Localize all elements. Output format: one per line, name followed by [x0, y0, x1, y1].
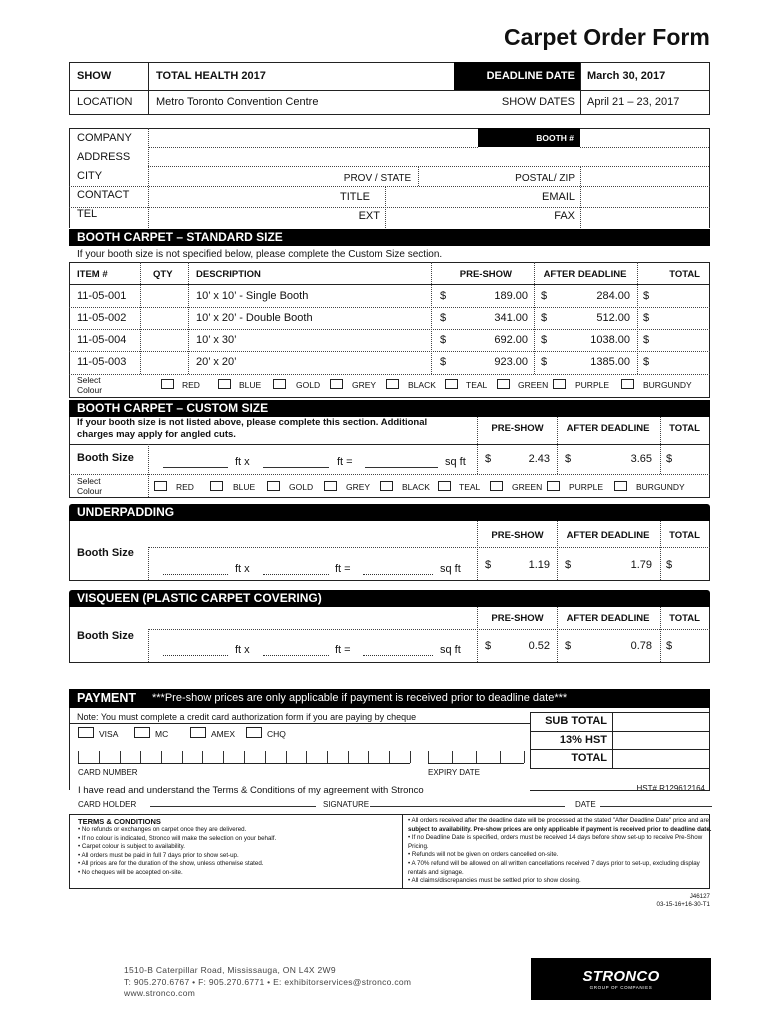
pre-show-price: 341.00 — [494, 312, 528, 324]
page-title: Carpet Order Form — [504, 24, 710, 50]
colour-checkbox-burgundy[interactable] — [621, 379, 634, 389]
colour-checkbox-red[interactable] — [161, 379, 174, 389]
select-label: Select — [77, 476, 101, 486]
currency-symbol: $ — [666, 640, 673, 652]
sqft-label: sq ft — [440, 563, 461, 575]
ft-eq-label: ft = — [335, 644, 351, 656]
underpadding-after-deadline-price: 1.79 — [630, 559, 652, 571]
ft-eq-label: ft = — [335, 563, 351, 575]
subtotal-field[interactable] — [613, 713, 708, 730]
visqueen-total-label: TOTAL — [669, 613, 700, 624]
custom-length-field[interactable] — [263, 467, 329, 468]
standard-note: If your booth size is not specified below, please complete the Custom Size section. — [77, 249, 443, 260]
select-label: Select — [77, 375, 101, 385]
currency-symbol: $ — [666, 559, 673, 571]
colour-option-label: BLUE — [239, 380, 262, 390]
colour-option-label: BLACK — [402, 482, 430, 492]
ft-x-label: ft x — [235, 644, 250, 656]
colour-option-label: BLUE — [233, 482, 256, 492]
currency-symbol: $ — [541, 312, 548, 324]
terms-right-item: • All orders received after the deadline date will be processed at the stated "After Deadline Date" price and are — [408, 817, 709, 824]
colour-checkbox-burgundy[interactable] — [614, 481, 627, 491]
terms-right-item: Pricing. — [408, 842, 429, 850]
pre-show-price: 189.00 — [494, 290, 528, 302]
custom-note-line2: charges may apply for angled cuts. — [77, 429, 236, 440]
footer-address: 1510-B Caterpillar Road, Mississauga, ON L4X 2W9 — [124, 965, 336, 975]
colour-label: Colour — [77, 385, 103, 395]
item-description: 10’ x 10’ - Single Booth — [196, 290, 309, 302]
colour-label: Colour — [77, 486, 103, 496]
qty-field[interactable] — [141, 308, 187, 329]
pre-show-price: 923.00 — [494, 356, 528, 368]
colour-checkbox-blue[interactable] — [218, 379, 231, 389]
agreement-text: I have read and understand the Terms & Conditions of my agreement with Stronco — [78, 785, 424, 796]
location-label: LOCATION — [77, 96, 133, 108]
colour-checkbox-green[interactable] — [490, 481, 503, 491]
payment-heading: PAYMENT — [77, 691, 137, 705]
underpadding-after-deadline-label: AFTER DEADLINE — [566, 530, 650, 541]
ft-eq-label: ft = — [337, 456, 353, 468]
footer-contacts: T: 905.270.6767 • F: 905.270.6771 • E: exhibitorservices@stronco.com — [124, 976, 412, 987]
custom-after-deadline-price: 3.65 — [630, 453, 652, 465]
deadline-label: DEADLINE DATE — [486, 70, 575, 82]
colour-option-label: GREY — [346, 482, 371, 492]
expiry-date-label: EXPIRY DATE — [428, 768, 481, 777]
city-label: CITY — [77, 170, 103, 182]
colour-checkbox-black[interactable] — [386, 379, 399, 389]
colour-option-label: PURPLE — [569, 482, 604, 492]
currency-symbol: $ — [541, 290, 548, 302]
currency-symbol: $ — [440, 312, 447, 324]
colour-checkbox-purple[interactable] — [553, 379, 566, 389]
date-label: DATE — [575, 800, 596, 809]
custom-sqft-field[interactable] — [365, 467, 438, 468]
logo-subtext: GROUP OF COMPANIES — [589, 985, 653, 990]
item-description: 20’ x 20’ — [196, 356, 237, 368]
company-label: COMPANY — [77, 132, 132, 144]
prov-label: PROV / STATE — [343, 173, 412, 184]
sqft-label: sq ft — [440, 644, 461, 656]
form-code-line1: J46127 — [689, 893, 710, 900]
item-number: 11-05-003 — [77, 356, 127, 368]
terms-left-item: • No cheques will be accepted on-site. — [78, 868, 183, 876]
currency-symbol: $ — [565, 640, 572, 652]
currency-symbol: $ — [485, 453, 492, 465]
colour-checkbox-grey[interactable] — [324, 481, 337, 491]
terms-right-item: rentals and signage. — [408, 868, 464, 876]
card-holder-field[interactable] — [150, 806, 316, 807]
colour-option-label: GREY — [352, 380, 377, 390]
colour-option-label: RED — [176, 482, 194, 492]
terms-right-item: • Refunds will not be given on orders cancelled on-site. — [408, 851, 559, 859]
colour-checkbox-red[interactable] — [154, 481, 167, 491]
custom-note — [77, 417, 427, 441]
col-after-deadline: AFTER DEADLINE — [543, 269, 627, 280]
ft-x-label: ft x — [235, 563, 250, 575]
deadline-value: March 30, 2017 — [587, 70, 666, 82]
hst-field[interactable] — [613, 732, 708, 748]
show-dates-label: SHOW DATES — [501, 96, 575, 108]
custom-total-label: TOTAL — [669, 423, 700, 434]
card-number-label: CARD NUMBER — [78, 768, 138, 777]
visqueen-pre-show-label: PRE-SHOW — [491, 613, 544, 624]
currency-symbol: $ — [666, 453, 673, 465]
mc-label: MC — [155, 729, 169, 739]
visa-label: VISA — [99, 729, 119, 739]
colour-checkbox-green[interactable] — [497, 379, 510, 389]
colour-option-label: BURGUNDY — [636, 482, 685, 492]
colour-option-label: RED — [182, 380, 200, 390]
ft-x-label: ft x — [235, 456, 250, 468]
terms-right-item: subject to availability. Pre-show prices are only applicable if payment is received prior to deadline date. — [408, 825, 712, 833]
terms-left-list — [78, 826, 398, 878]
currency-symbol: $ — [643, 356, 650, 368]
underpadding-heading: UNDERPADDING — [69, 504, 710, 521]
terms-right-item: • All claims/discrepancies must be settled prior to show closing. — [408, 877, 581, 885]
colour-checkbox-gold[interactable] — [267, 481, 280, 491]
visqueen-length-field[interactable] — [263, 655, 329, 656]
colour-checkbox-black[interactable] — [380, 481, 393, 491]
amex-label: AMEX — [211, 729, 236, 739]
custom-pre-show-price: 2.43 — [528, 453, 550, 465]
colour-checkbox-gold[interactable] — [273, 379, 286, 389]
custom-booth-size-label: Booth Size — [77, 452, 134, 464]
colour-checkbox-teal[interactable] — [445, 379, 458, 389]
visqueen-after-deadline-label: AFTER DEADLINE — [566, 613, 650, 624]
form-code — [610, 893, 710, 909]
terms-left-item: • All orders must be paid in full 7 days prior to show set-up. — [78, 851, 239, 859]
show-name: TOTAL HEALTH 2017 — [156, 70, 266, 82]
terms-left-item: • If no colour is indicated, Stronco will make the selection on your behalf. — [78, 834, 277, 842]
payment-notice: ***Pre-show prices are only applicable if payment is received prior to deadline date*** — [152, 692, 568, 704]
currency-symbol: $ — [643, 290, 650, 302]
underpadding-length-field[interactable] — [263, 574, 329, 575]
fax-label: FAX — [554, 210, 575, 222]
signature-field[interactable] — [370, 806, 565, 807]
visqueen-booth-size-label: Booth Size — [77, 630, 134, 642]
sqft-label: sq ft — [445, 456, 466, 468]
custom-after-deadline-label: AFTER DEADLINE — [566, 423, 650, 434]
visqueen-width-field[interactable] — [163, 655, 228, 656]
terms-heading: TERMS & CONDITIONS — [78, 817, 161, 826]
logo-text: STRONCO — [582, 968, 660, 985]
terms-left-item: • No refunds or exchanges on carpet once they are delivered. — [78, 826, 247, 833]
footer-website: www.stronco.com — [124, 988, 196, 998]
col-pre-show: PRE-SHOW — [459, 269, 512, 280]
booth-label: BOOTH # — [536, 133, 574, 143]
colour-option-label: TEAL — [459, 482, 481, 492]
subtotal-label: SUB TOTAL — [545, 715, 607, 727]
date-field[interactable] — [600, 806, 712, 807]
colour-option-label: GREEN — [518, 380, 549, 390]
underpadding-booth-size-label: Booth Size — [77, 547, 134, 559]
after-deadline-price: 1038.00 — [590, 334, 630, 346]
colour-option-label: BURGUNDY — [643, 380, 692, 390]
currency-symbol: $ — [485, 559, 492, 571]
item-number: 11-05-004 — [77, 334, 127, 346]
postal-label: POSTAL/ ZIP — [515, 173, 575, 184]
colour-option-label: TEAL — [466, 380, 488, 390]
qty-field[interactable] — [141, 285, 187, 306]
colour-checkbox-grey[interactable] — [330, 379, 343, 389]
hst-label: 13% HST — [559, 734, 607, 746]
qty-field[interactable] — [141, 352, 187, 373]
terms-left-item: • All prices are for the duration of the show, unless otherwise stated. — [78, 860, 264, 868]
visqueen-sqft-field[interactable] — [363, 655, 433, 656]
visqueen-pre-show-price: 0.52 — [528, 640, 550, 652]
currency-symbol: $ — [440, 290, 447, 302]
underpadding-width-field[interactable] — [163, 574, 228, 575]
colour-option-label: GOLD — [289, 482, 314, 492]
payment-note: Note: You must complete a credit card authorization form if you are paying by cheque — [77, 712, 417, 722]
col-description: DESCRIPTION — [196, 269, 261, 280]
custom-width-field[interactable] — [163, 467, 228, 468]
after-deadline-price: 284.00 — [596, 290, 630, 302]
qty-field[interactable] — [141, 330, 187, 351]
standard-size-heading: BOOTH CARPET – STANDARD SIZE — [69, 229, 710, 246]
select-colour-label — [77, 476, 102, 496]
title-label: TITLE — [340, 191, 370, 203]
terms-left-item: • Carpet colour is subject to availability. — [78, 843, 185, 851]
colour-option-label: GOLD — [296, 380, 321, 390]
currency-symbol: $ — [440, 334, 447, 346]
terms-right-item: • If no Deadline Date is specified, orders must be received 14 days before show set-up to receive Pre-Show — [408, 834, 703, 842]
email-label: EMAIL — [541, 191, 575, 203]
address-label: ADDRESS — [77, 151, 131, 163]
currency-symbol: $ — [541, 356, 548, 368]
col-item: ITEM # — [77, 269, 108, 280]
currency-symbol: $ — [485, 640, 492, 652]
underpadding-total-label: TOTAL — [669, 530, 700, 541]
custom-note-line1: If your booth size is not listed above, please complete this section. Additional — [77, 417, 428, 428]
colour-checkbox-purple[interactable] — [547, 481, 560, 491]
underpadding-pre-show-label: PRE-SHOW — [491, 530, 544, 541]
currency-symbol: $ — [565, 453, 572, 465]
pre-show-price: 692.00 — [494, 334, 528, 346]
terms-right-list — [408, 817, 712, 886]
underpadding-sqft-field[interactable] — [363, 574, 433, 575]
currency-symbol: $ — [440, 356, 447, 368]
mc-checkbox[interactable] — [134, 727, 150, 738]
ext-label: EXT — [358, 210, 380, 222]
colour-option-label: BLACK — [408, 380, 436, 390]
currency-symbol: $ — [565, 559, 572, 571]
location-value: Metro Toronto Convention Centre — [156, 96, 319, 108]
currency-symbol: $ — [643, 312, 650, 324]
select-colour-label — [77, 375, 102, 395]
item-number: 11-05-002 — [77, 312, 127, 324]
visqueen-after-deadline-price: 0.78 — [630, 640, 652, 652]
form-code-line2: 03-15-16+16-30-T1 — [656, 901, 710, 908]
stronco-logo — [531, 958, 711, 1000]
signature-label: SIGNATURE — [323, 800, 370, 809]
item-description: 10’ x 20’ - Double Booth — [196, 312, 313, 324]
item-description: 10’ x 30’ — [196, 334, 237, 346]
show-label: SHOW — [77, 70, 112, 82]
after-deadline-price: 1385.00 — [590, 356, 630, 368]
colour-option-label: GREEN — [512, 482, 543, 492]
chq-label: CHQ — [267, 729, 286, 739]
colour-option-label: PURPLE — [575, 380, 610, 390]
show-dates-value: April 21 – 23, 2017 — [587, 96, 680, 108]
after-deadline-price: 512.00 — [596, 312, 630, 324]
chq-checkbox[interactable] — [246, 727, 262, 738]
footer-address-block — [124, 965, 411, 1000]
currency-symbol: $ — [643, 334, 650, 346]
colour-checkbox-teal[interactable] — [438, 481, 451, 491]
hst-number: HST# R129612164 — [636, 784, 705, 793]
terms-right-item: • A 70% refund will be allowed on all written cancellations received 7 days prior to set-up, excluding display — [408, 859, 700, 867]
colour-checkbox-blue[interactable] — [210, 481, 223, 491]
total-label: TOTAL — [571, 752, 607, 764]
total-field[interactable] — [613, 750, 708, 767]
tel-label: TEL — [77, 208, 98, 220]
visqueen-heading: VISQUEEN (PLASTIC CARPET COVERING) — [69, 590, 710, 607]
contact-label: CONTACT — [77, 189, 130, 201]
item-number: 11-05-001 — [77, 290, 127, 302]
custom-size-heading: BOOTH CARPET – CUSTOM SIZE — [69, 400, 710, 417]
underpadding-pre-show-price: 1.19 — [528, 559, 550, 571]
col-total: TOTAL — [669, 269, 700, 280]
currency-symbol: $ — [541, 334, 548, 346]
amex-checkbox[interactable] — [190, 727, 206, 738]
col-qty: QTY — [153, 269, 173, 280]
card-holder-label: CARD HOLDER — [78, 800, 137, 809]
visa-checkbox[interactable] — [78, 727, 94, 738]
custom-pre-show-label: PRE-SHOW — [491, 423, 544, 434]
